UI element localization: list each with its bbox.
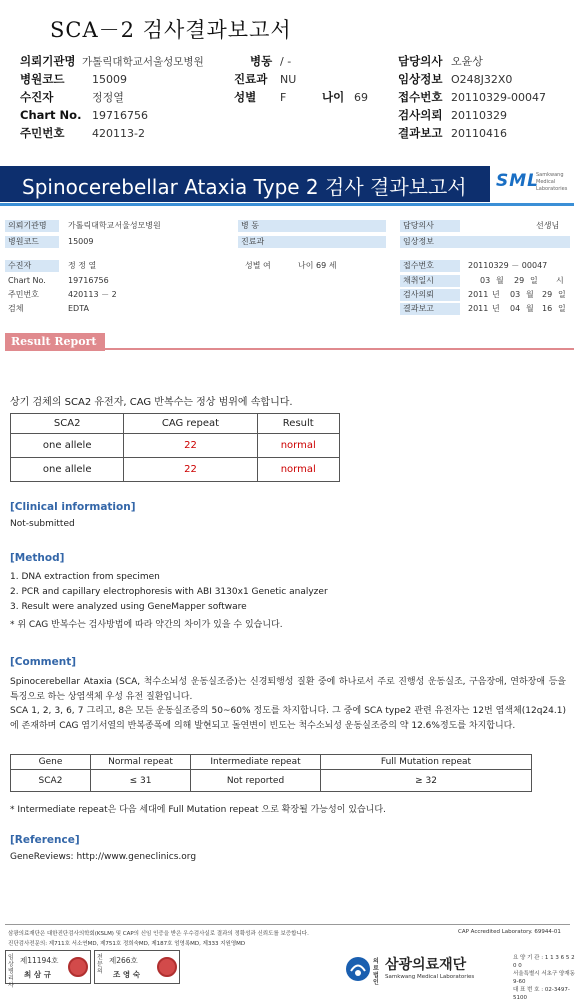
summary-receipt-label: 접수번호 bbox=[398, 90, 443, 104]
physician-stamp-type: 전문의 bbox=[97, 954, 103, 975]
info-request-day-unit: 일 bbox=[558, 290, 566, 299]
table-row bbox=[11, 458, 340, 482]
cap-accreditation: CAP Accredited Laboratory. 69944-01 bbox=[458, 929, 561, 935]
info-institution-label: 의뢰기관명 bbox=[5, 220, 59, 232]
method-heading: [Method] bbox=[10, 552, 65, 564]
foundation-prefix: 의료법인 bbox=[373, 958, 379, 986]
result-header-gene: SCA2 bbox=[11, 414, 124, 434]
footer-rule bbox=[5, 924, 570, 925]
info-request-day: 29 bbox=[542, 290, 553, 299]
summary-dept-label: 진료과 bbox=[234, 72, 268, 86]
info-collect-time-unit: 시 bbox=[556, 276, 564, 285]
summary-request-value: 20110329 bbox=[451, 108, 507, 122]
result-cell: normal bbox=[257, 434, 340, 458]
banner-rule bbox=[0, 203, 574, 206]
info-age: 나이 69 세 bbox=[298, 261, 337, 270]
summary-report-label: 결과보고 bbox=[398, 126, 443, 140]
foundation-english-name: Samkwang Medical Laboratories bbox=[385, 974, 475, 980]
repeat-header-gene: Gene bbox=[11, 755, 91, 770]
info-rrn-value: 420113 － 2 bbox=[68, 290, 117, 299]
summary-patient-value: 정정열 bbox=[92, 91, 124, 104]
cag-repeat-cell: 22 bbox=[124, 458, 257, 482]
foundation-contact bbox=[513, 954, 575, 1002]
contact-address: 서울특별시 서초구 양재동 9-60 bbox=[513, 971, 575, 985]
specialists-line: 진단검사전문의: 제711호 서소연MD, 제751호 정희숙MD, 제187호 엄영록MD, 제333 지원영MD bbox=[8, 941, 246, 947]
patient-info-block bbox=[0, 212, 574, 332]
table-row bbox=[11, 434, 340, 458]
certification-line: 삼광의료재단은 대한진단검사의학회(KSLM) 및 CAP의 신임 인증을 받은 우수검사실로 결과의 정확성과 신뢰도를 보증합니다. bbox=[8, 931, 309, 937]
info-request-label: 검사의뢰 bbox=[400, 289, 460, 301]
comment-heading: [Comment] bbox=[10, 656, 77, 668]
result-table bbox=[10, 413, 340, 482]
foundation-name: 삼광의료재단 bbox=[385, 957, 467, 973]
summary-rrn-label: 주민번호 bbox=[20, 126, 65, 140]
info-specimen-value: EDTA bbox=[68, 304, 89, 313]
summary-doctor-label: 담당의사 bbox=[398, 54, 443, 68]
summary-block bbox=[20, 52, 560, 142]
clinical-heading: [Clinical information] bbox=[10, 501, 136, 513]
info-report-month-unit: 월 bbox=[526, 304, 534, 313]
info-collect-label: 채취일시 bbox=[400, 275, 460, 287]
info-report-label: 결과보고 bbox=[400, 303, 460, 315]
info-sex: 성별 여 bbox=[245, 261, 271, 270]
sml-logo-text: SML bbox=[496, 171, 539, 191]
info-patient-value: 정 정 열 bbox=[68, 261, 97, 270]
result-header-result: Result bbox=[257, 414, 340, 434]
summary-hospital-code-value: 15009 bbox=[92, 72, 127, 86]
summary-institution-value: 가톨릭대학교서울성모병원 bbox=[82, 55, 204, 68]
info-patient-label: 수진자 bbox=[5, 260, 59, 272]
method-item-3: 3. Result were analyzed using GeneMapper software bbox=[10, 602, 247, 612]
repeat-range-table bbox=[10, 754, 532, 792]
info-collect-day-unit: 일 bbox=[530, 276, 538, 285]
contact-code: 요 양 기 관 : 1 1 3 6 5 2 0 0 bbox=[513, 955, 575, 969]
info-report-year: 2011 bbox=[468, 304, 489, 313]
summary-ward-value: / - bbox=[280, 54, 292, 68]
result-report-rule bbox=[105, 348, 574, 350]
technologist-name: 최 삼 규 bbox=[24, 970, 51, 979]
reference-text: GeneReviews: http://www.geneclinics.org bbox=[10, 852, 197, 862]
technologist-license: 제11194호 bbox=[20, 956, 59, 965]
sml-logo-subtitle: Samkwang Medical Laboratories bbox=[536, 172, 568, 192]
clinical-text: Not-submitted bbox=[10, 519, 75, 529]
page-title: SCA－2 검사결과보고서 bbox=[50, 18, 292, 42]
allele-cell: one allele bbox=[11, 458, 124, 482]
info-chart-value: 19716756 bbox=[68, 276, 109, 285]
info-hospital-code-label: 병원코드 bbox=[5, 236, 59, 248]
summary-chart-label: Chart No. bbox=[20, 108, 82, 122]
summary-patient-label: 수진자 bbox=[20, 90, 54, 104]
physician-name: 조 영 숙 bbox=[113, 970, 140, 979]
summary-sex-label: 성별 bbox=[234, 90, 257, 104]
summary-sex-value: F bbox=[280, 90, 287, 104]
summary-age-value: 69 bbox=[354, 90, 368, 104]
info-clinical-label: 임상정보 bbox=[400, 236, 570, 248]
info-doctor-label: 담당의사 bbox=[400, 220, 460, 232]
foundation-emblem-icon bbox=[345, 956, 371, 982]
reference-heading: [Reference] bbox=[10, 834, 80, 846]
physician-license: 제266호 bbox=[109, 956, 138, 965]
comment-paragraph-2: SCA 1, 2, 3, 6, 7 그리고, 8은 모든 운동실조증의 50~60% 정도를 차지합니다. 그 중에 SCA type2 관련 유전자는 12번 염색체(12q24.1)에 존재하며 CAG 염기서열의 반복종폭에 의해 발현되고 돌연변이 빈도는 척수소뇌성 운동실조증의 약 12.6%정도를 차지합니다. bbox=[10, 706, 566, 731]
repeat-intermediate-cell: Not reported bbox=[191, 770, 321, 792]
repeat-table-header bbox=[11, 755, 532, 770]
contact-phone: 대 표 번 호 : 02-3497-5100 bbox=[513, 987, 570, 1001]
info-request-year: 2011 bbox=[468, 290, 489, 299]
info-report-day: 16 bbox=[542, 304, 553, 313]
method-item-2: 2. PCR and capillary electrophoresis with ABI 3130x1 Genetic analyzer bbox=[10, 587, 328, 597]
info-collect-month-unit: 월 bbox=[496, 276, 504, 285]
info-receipt-value: 20110329 － 00047 bbox=[468, 261, 548, 270]
summary-clinical-label: 임상정보 bbox=[398, 72, 443, 86]
repeat-gene-cell: SCA2 bbox=[11, 770, 91, 792]
cag-repeat-cell: 22 bbox=[124, 434, 257, 458]
info-collect-month: 03 bbox=[480, 276, 491, 285]
info-rrn-label: 주민번호 bbox=[8, 290, 39, 299]
summary-hospital-code-label: 병원코드 bbox=[20, 72, 65, 86]
info-specimen-label: 검체 bbox=[8, 304, 24, 313]
summary-doctor-value: 오윤상 bbox=[451, 55, 483, 68]
report-banner bbox=[0, 166, 574, 202]
info-report-year-unit: 년 bbox=[492, 304, 500, 313]
info-receipt-label: 접수번호 bbox=[400, 260, 460, 272]
result-cell: normal bbox=[257, 458, 340, 482]
summary-report-value: 20110416 bbox=[451, 126, 507, 140]
technologist-seal bbox=[68, 957, 88, 977]
physician-stamp bbox=[94, 950, 180, 984]
summary-ward-label: 병동 bbox=[250, 54, 273, 68]
method-note: * 위 CAG 반복수는 검사방법에 따라 약간의 차이가 있을 수 있습니다. bbox=[10, 620, 283, 630]
info-ward-label: 병 동 bbox=[238, 220, 386, 232]
repeat-header-intermediate: Intermediate repeat bbox=[191, 755, 321, 770]
summary-request-label: 검사의뢰 bbox=[398, 108, 443, 122]
table-row bbox=[11, 770, 532, 792]
info-doctor-value: 선생님 bbox=[536, 221, 560, 230]
result-table-header bbox=[11, 414, 340, 434]
info-hospital-code-value: 15009 bbox=[68, 237, 94, 246]
repeat-header-full: Full Mutation repeat bbox=[321, 755, 532, 770]
foundation-logo-block bbox=[345, 954, 575, 1001]
summary-institution-label: 의뢰기관명 bbox=[20, 54, 76, 68]
info-chart-label: Chart No. bbox=[8, 276, 46, 285]
info-report-month: 04 bbox=[510, 304, 521, 313]
result-statement: 상기 검체의 SCA2 유전자, CAG 반복수는 정상 범위에 속합니다. bbox=[10, 397, 293, 408]
info-request-year-unit: 년 bbox=[492, 290, 500, 299]
summary-chart-value: 19716756 bbox=[92, 108, 148, 122]
allele-cell: one allele bbox=[11, 434, 124, 458]
info-collect-day: 29 bbox=[514, 276, 525, 285]
info-institution-value: 가톨릭대학교서울성모병원 bbox=[68, 221, 161, 230]
result-report-bar bbox=[5, 333, 574, 351]
info-dept-label: 진료과 bbox=[238, 236, 386, 248]
sml-logo bbox=[490, 166, 574, 202]
summary-age-label: 나이 bbox=[322, 90, 345, 104]
comment-paragraph-1: Spinocerebellar Ataxia (SCA, 척수소뇌성 운동실조증)는 신경퇴행성 질환 중에 하나로서 주로 진행성 운동실조, 구음장애, 연하장애 등을 특징으로 하는 상염색체 우성 유전 질환입니다. bbox=[10, 677, 566, 702]
physician-seal bbox=[157, 957, 177, 977]
method-item-1: 1. DNA extraction from specimen bbox=[10, 572, 160, 582]
summary-dept-value: NU bbox=[280, 72, 297, 86]
technologist-stamp bbox=[5, 950, 91, 989]
result-report-tab: Result Report bbox=[5, 333, 105, 351]
result-header-cag: CAG repeat bbox=[124, 414, 257, 434]
summary-clinical-value: O248J32X0 bbox=[451, 72, 513, 86]
comment-footnote: * Intermediate repeat은 다음 세대에 Full Mutation repeat 으로 확장될 가능성이 있습니다. bbox=[10, 805, 386, 815]
summary-receipt-value: 20110329-00047 bbox=[451, 90, 546, 104]
summary-rrn-value: 420113-2 bbox=[92, 126, 145, 140]
info-request-month: 03 bbox=[510, 290, 521, 299]
repeat-full-cell: ≥ 32 bbox=[321, 770, 532, 792]
repeat-normal-cell: ≤ 31 bbox=[91, 770, 191, 792]
banner-title: Spinocerebellar Ataxia Type 2 검사 결과보고서 bbox=[22, 175, 467, 199]
technologist-stamp-type: 임상병리사 bbox=[8, 954, 14, 989]
info-report-day-unit: 일 bbox=[558, 304, 566, 313]
info-request-month-unit: 월 bbox=[526, 290, 534, 299]
repeat-header-normal: Normal repeat bbox=[91, 755, 191, 770]
